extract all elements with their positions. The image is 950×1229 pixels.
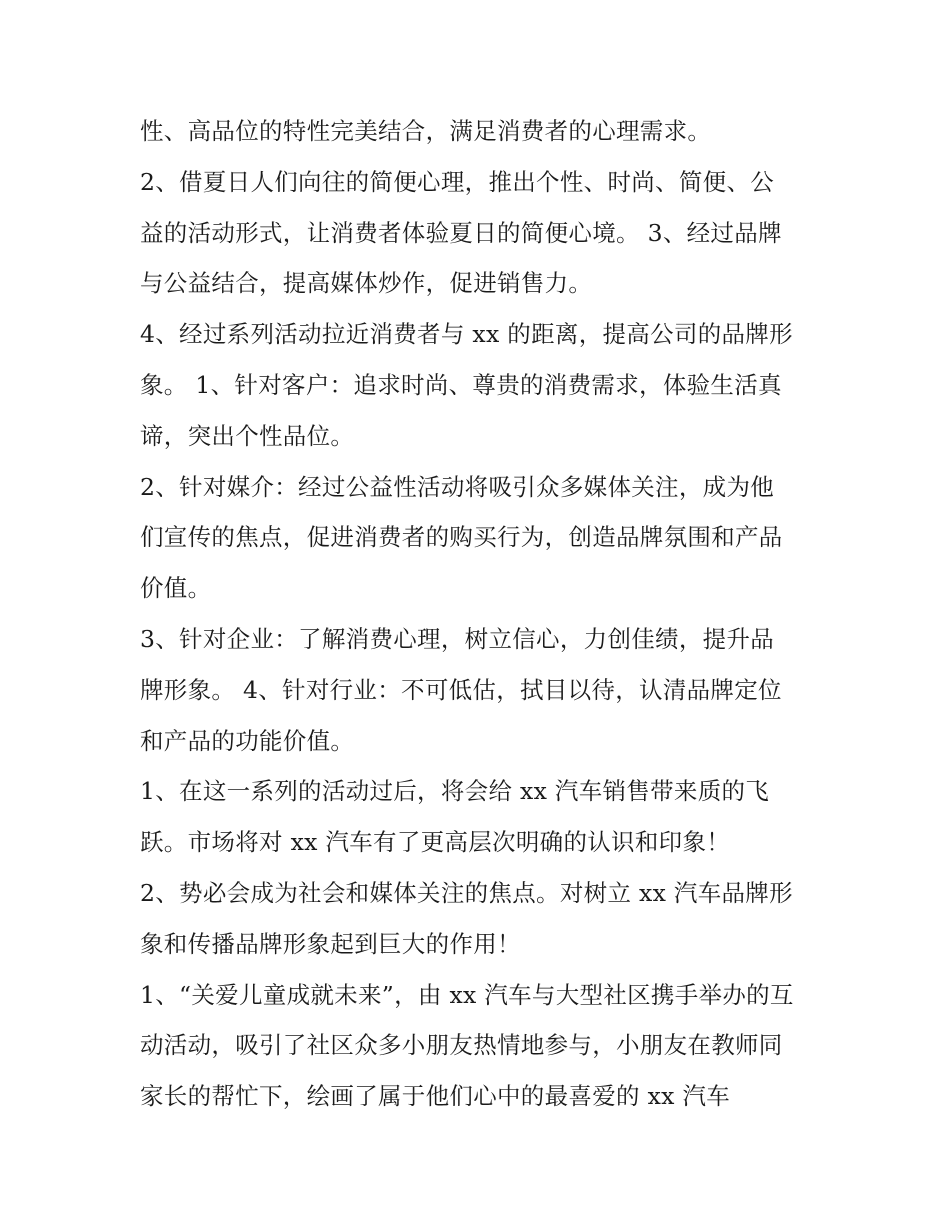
text-line: 价值。 [140,574,212,603]
text-line: 性、高品位的特性完美结合，满足消费者的心理需求。 [140,117,712,145]
text-line: 2、势必会成为社会和媒体关注的焦点。对树立 xx 汽车品牌形 [140,878,793,907]
body-text [140,106,830,1122]
text-line: 2、针对媒介：经过公益性活动将吸引众多媒体关注，成为他 [140,472,775,501]
text-line: 益的活动形式，让消费者体验夏日的简便心境。 3、经过品牌 [140,218,782,247]
text-line: 1、“关爱儿童成就未来”，由 xx 汽车与大型社区携手举办的互 [140,980,794,1009]
text-line: 牌形象。 4、针对行业：不可低估，拭目以待，认清品牌定位 [140,675,782,704]
text-line: 与公益结合，提高媒体炒作，促进销售力。 [140,269,593,298]
text-line: 和产品的功能价值。 [140,726,355,755]
text-line: 2、借夏日人们向往的简便心理，推出个性、时尚、简便、公 [140,167,775,196]
text-line: 家长的帮忙下，绘画了属于他们心中的最喜爱的 xx 汽车 [140,1082,731,1111]
text-line: 跃。市场将对 xx 汽车有了更高层次明确的认识和印象！ [140,828,731,857]
text-line: 们宣传的焦点，促进消费者的购买行为，创造品牌氛围和产品 [140,523,783,552]
text-line: 1、在这一系列的活动过后，将会给 xx 汽车销售带来质的飞 [140,777,770,806]
text-line: 象和传播品牌形象起到巨大的作用！ [140,929,521,958]
text-line: 3、针对企业：了解消费心理，树立信心，力创佳绩，提升品 [140,624,775,653]
text-line: 谛，突出个性品位。 [140,421,355,450]
text-line: 4、经过系列活动拉近消费者与 xx 的距离，提高公司的品牌形 [140,320,793,349]
text-line: 象。 1、针对客户：追求时尚、尊贵的消费需求，体验生活真 [140,370,782,399]
text-line: 动活动，吸引了社区众多小朋友热情地参与，小朋友在教师同 [140,1031,783,1060]
